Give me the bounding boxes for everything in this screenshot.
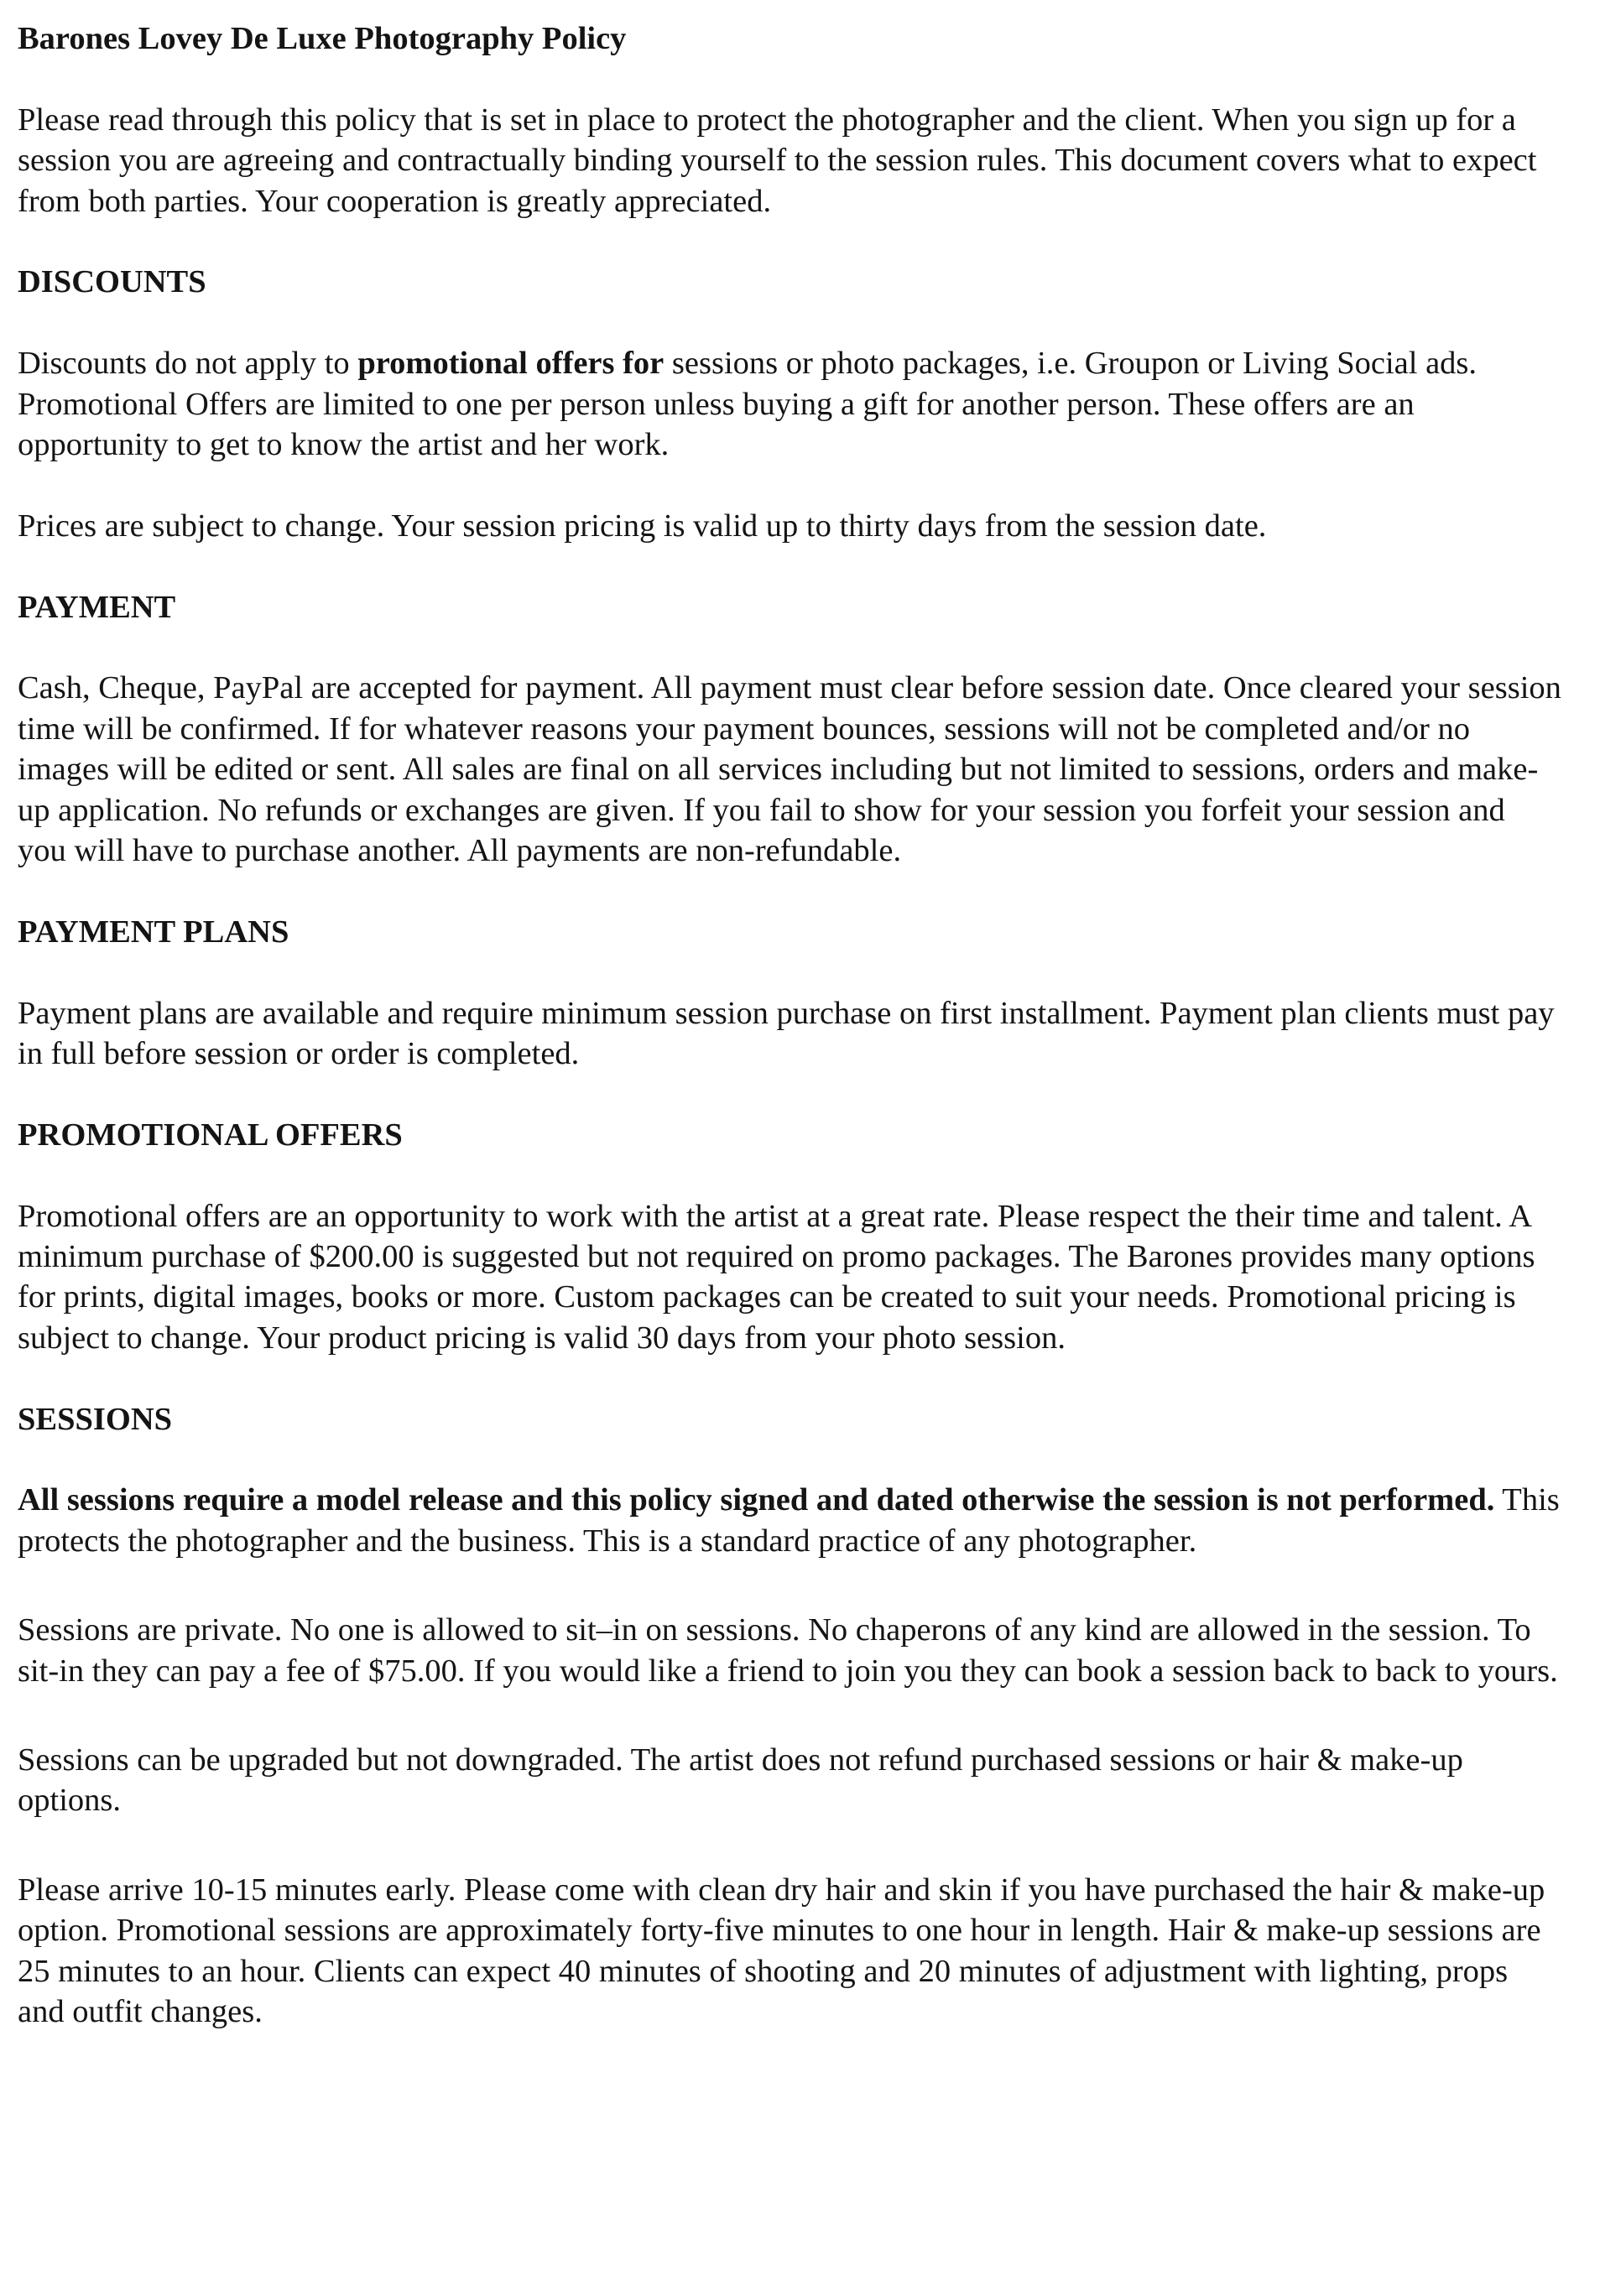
discounts-paragraph-2: Promotional Offers are limited to one per person unless buying a gift for another person. These offers are an opportunity to get to know the artist and her work. [18,386,1415,463]
section-heading-promotional-offers: PROMOTIONAL OFFERS [18,1117,403,1153]
sessions-paragraph-3: Sessions can be upgraded but not downgraded. The artist does not refund purchased sessions or hair & make-up options. [18,1742,1463,1819]
discounts-p1-bold-text: promotional offers for [357,346,664,382]
discounts-paragraph-3: Prices are subject to change. Your session pricing is valid up to thirty days from the session date. [18,508,1267,544]
promotional-offers-paragraph: Promotional offers are an opportunity to work with the artist at a great rate. Please respect the their time and talent. A minimum purchase of $200.00 is suggested but not required on promo packages. The Barones provides many options for prints, digital images, books or more. Custom packages can be created to suit your needs. Promotional pricing is subject to change. Your product pricing is valid 30 days from your photo session. [18,1198,1535,1356]
policy-document [18,18,1561,2033]
payment-plans-paragraph: Payment plans are available and require minimum session purchase on first installment. Payment plan clients must pay in full before session or order is completed. [18,995,1555,1072]
section-heading-sessions: SESSIONS [18,1401,173,1437]
discounts-paragraph-1 [18,343,1561,383]
payment-paragraph: Cash, Cheque, PayPal are accepted for payment. All payment must clear before session date. Once cleared your session time will be confirmed. If for whatever reasons your payment bounces, sessions will not be completed and/or no images will be edited or sent. All sales are final on all services including but not limited to sessions, orders and make-up application. No refunds or exchanges are given. If you fail to show for your session you forfeit your session and you will have to purchase another. All payments are non-refundable. [18,670,1561,869]
sessions-paragraph-4: Please arrive 10-15 minutes early. Please come with clean dry hair and skin if you have purchased the hair & make-up option. Promotional sessions are approximately forty-five minutes to one hour in length. Hair & make-up sessions are 25 minutes to an hour. Clients can expect 40 minutes of shooting and 20 minutes of adjustment with lighting, props and outfit changes. [18,1872,1545,2030]
sessions-paragraph-1 [18,1480,1561,1561]
sessions-paragraph-2: Sessions are private. No one is allowed to sit–in on sessions. No chaperons of any kind are allowed in the session. To sit-in they can pay a fee of $75.00. If you would like a friend to join you they can book a session back to back to yours. [18,1612,1558,1689]
discounts-p1-text: Discounts do not apply to [18,346,358,382]
intro-paragraph: Please read through this policy that is set in place to protect the photographer and the client. When you sign up for a session you are agreeing and contractually binding yourself to the session rules. This document covers what to expect from both parties. Your cooperation is greatly appreciated. [18,102,1537,219]
section-heading-payment-plans: PAYMENT PLANS [18,914,289,950]
discounts-p1-text-end: sessions or photo packages, i.e. Groupon or Living Social ads. [664,346,1478,382]
sessions-p1-bold-text: All sessions require a model release and this policy signed and dated otherwise the session is not performed. [18,1482,1495,1518]
section-heading-discounts: DISCOUNTS [18,264,206,300]
section-heading-payment: PAYMENT [18,589,176,625]
sessions-p1-text: This protects the photographer and the business. This is a standard practice of any photographer. [18,1482,1560,1559]
document-title: Barones Lovey De Luxe Photography Policy [18,21,627,56]
